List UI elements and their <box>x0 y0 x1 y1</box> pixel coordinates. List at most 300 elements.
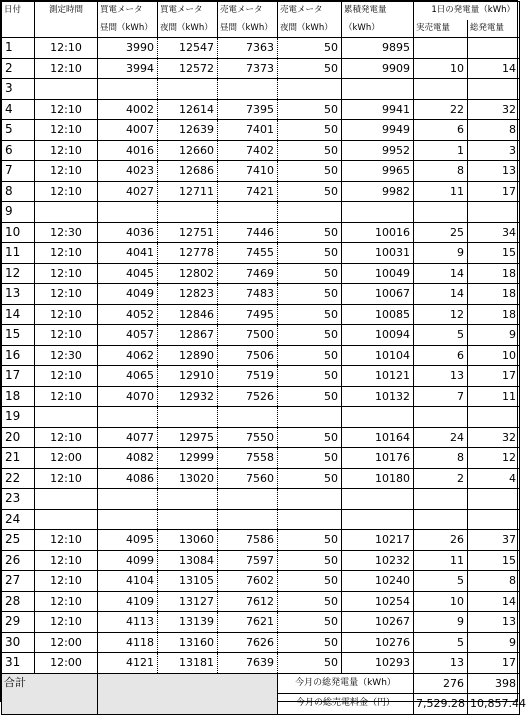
header-sell-day: 売電メータ <box>218 2 278 20</box>
cell-buy-day: 4109 <box>98 591 158 612</box>
cell-buy-night: 12614 <box>158 99 218 120</box>
cell-time: 12:10 <box>35 304 98 325</box>
cell-time: 12:10 <box>35 99 98 120</box>
cell-actual-sold: 11 <box>414 181 468 202</box>
cell-cumulative <box>342 202 414 223</box>
cell-buy-day: 4049 <box>98 284 158 305</box>
cell-total-generation: 17 <box>468 366 520 387</box>
cell-sell-day: 7395 <box>218 99 278 120</box>
cell-sell-night: 50 <box>278 161 342 182</box>
cell-buy-night: 12999 <box>158 448 218 469</box>
cell-sell-day <box>218 407 278 428</box>
cell-time: 12:10 <box>35 612 98 633</box>
table-row <box>2 366 520 387</box>
cell-time: 12:10 <box>35 325 98 346</box>
cell-buy-night: 12547 <box>158 38 218 59</box>
cell-buy-night: 12846 <box>158 304 218 325</box>
cell-buy-night <box>158 407 218 428</box>
cell-total-generation: 17 <box>468 653 520 674</box>
cell-sell-night: 50 <box>278 366 342 387</box>
cell-day: 11 <box>2 243 35 264</box>
cell-time: 12:10 <box>35 181 98 202</box>
cell-sell-day: 7602 <box>218 571 278 592</box>
cell-time: 12:30 <box>35 345 98 366</box>
cell-actual-sold: 9 <box>414 612 468 633</box>
cell-buy-night <box>158 202 218 223</box>
cell-time: 12:30 <box>35 222 98 243</box>
table-row <box>2 263 520 284</box>
cell-sell-day: 7495 <box>218 304 278 325</box>
cell-total-generation: 8 <box>468 120 520 141</box>
cell-total-generation: 9 <box>468 325 520 346</box>
cell-sell-night: 50 <box>278 571 342 592</box>
table-row <box>2 38 520 59</box>
cell-total-generation: 32 <box>468 427 520 448</box>
cell-time: 12:10 <box>35 591 98 612</box>
table-row <box>2 161 520 182</box>
header2-total-generation: 総発電量 <box>468 20 520 38</box>
cell-total-generation: 10 <box>468 345 520 366</box>
cell-sell-night: 50 <box>278 304 342 325</box>
cell-sell-day: 7410 <box>218 161 278 182</box>
cell-buy-night: 13127 <box>158 591 218 612</box>
table-row <box>2 58 520 79</box>
cell-cumulative: 9941 <box>342 99 414 120</box>
cell-buy-day: 4121 <box>98 653 158 674</box>
table-row <box>2 284 520 305</box>
header-buy-night: 買電メータ <box>158 2 218 20</box>
table-row <box>2 345 520 366</box>
cell-sell-night: 50 <box>278 120 342 141</box>
cell-buy-night: 13139 <box>158 612 218 633</box>
header-row-1 <box>2 2 520 20</box>
cell-day: 15 <box>2 325 35 346</box>
cell-actual-sold: 10 <box>414 591 468 612</box>
cell-day: 10 <box>2 222 35 243</box>
cell-buy-day: 4023 <box>98 161 158 182</box>
cell-day: 9 <box>2 202 35 223</box>
cell-time: 12:10 <box>35 366 98 387</box>
cell-total-generation: 12 <box>468 448 520 469</box>
cell-actual-sold: 8 <box>414 448 468 469</box>
cell-cumulative: 10293 <box>342 653 414 674</box>
cell-buy-night: 13084 <box>158 550 218 571</box>
table-row <box>2 243 520 264</box>
table-row <box>2 632 520 653</box>
cell-actual-sold: 25 <box>414 222 468 243</box>
cell-cumulative: 9965 <box>342 161 414 182</box>
cell-cumulative: 10267 <box>342 612 414 633</box>
cell-buy-night: 12639 <box>158 120 218 141</box>
header2-day <box>2 20 35 38</box>
cell-day: 14 <box>2 304 35 325</box>
header-buy-day: 買電メータ <box>98 2 158 20</box>
cell-actual-sold: 2 <box>414 468 468 489</box>
cell-time: 12:10 <box>35 140 98 161</box>
cell-actual-sold: 9 <box>414 243 468 264</box>
cell-day: 7 <box>2 161 35 182</box>
cell-day: 28 <box>2 591 35 612</box>
cell-actual-sold: 1 <box>414 140 468 161</box>
header-sell-night: 売電メータ <box>278 2 342 20</box>
cell-total-generation: 11 <box>468 386 520 407</box>
cell-day: 4 <box>2 99 35 120</box>
cell-sell-night: 50 <box>278 550 342 571</box>
totals-blank <box>98 673 278 714</box>
table-row <box>2 202 520 223</box>
cell-day: 17 <box>2 366 35 387</box>
cell-sell-day: 7612 <box>218 591 278 612</box>
cell-cumulative: 9982 <box>342 181 414 202</box>
cell-total-generation: 14 <box>468 591 520 612</box>
cell-buy-day: 4082 <box>98 448 158 469</box>
cell-sell-day: 7363 <box>218 38 278 59</box>
cell-sell-day: 7469 <box>218 263 278 284</box>
cell-total-generation: 18 <box>468 263 520 284</box>
totals-label: 合計 <box>2 673 98 714</box>
cell-sell-day: 7526 <box>218 386 278 407</box>
cell-time: 12:10 <box>35 38 98 59</box>
cell-actual-sold: 8 <box>414 161 468 182</box>
cell-buy-night: 13181 <box>158 653 218 674</box>
cell-day: 23 <box>2 489 35 510</box>
cell-sell-day <box>218 489 278 510</box>
power-meter-table <box>1 1 526 715</box>
cell-sell-day: 7446 <box>218 222 278 243</box>
cell-buy-night: 13020 <box>158 468 218 489</box>
cell-cumulative: 10176 <box>342 448 414 469</box>
cell-buy-night <box>158 489 218 510</box>
table-row <box>2 530 520 551</box>
cell-buy-night: 12975 <box>158 427 218 448</box>
cell-cumulative: 9895 <box>342 38 414 59</box>
cell-actual-sold: 13 <box>414 653 468 674</box>
cell-total-generation: 3 <box>468 140 520 161</box>
cell-day: 21 <box>2 448 35 469</box>
cell-actual-sold <box>414 38 468 59</box>
cell-time <box>35 489 98 510</box>
cell-buy-night: 12686 <box>158 161 218 182</box>
cell-cumulative: 10121 <box>342 366 414 387</box>
cell-buy-day: 4007 <box>98 120 158 141</box>
cell-sell-day <box>218 202 278 223</box>
table-row <box>2 79 520 100</box>
cell-sell-night: 50 <box>278 612 342 633</box>
cell-sell-night <box>278 407 342 428</box>
cell-actual-sold: 5 <box>414 632 468 653</box>
cell-cumulative: 10016 <box>342 222 414 243</box>
cell-total-generation <box>468 79 520 100</box>
table-row <box>2 448 520 469</box>
cell-time: 12:10 <box>35 284 98 305</box>
cell-actual-sold <box>414 202 468 223</box>
cell-actual-sold: 7 <box>414 386 468 407</box>
cell-sell-day: 7586 <box>218 530 278 551</box>
cell-day: 6 <box>2 140 35 161</box>
cell-time: 12:10 <box>35 571 98 592</box>
header2-sell-night-unit: 夜間（kWh） <box>278 20 342 38</box>
cell-total-generation: 13 <box>468 612 520 633</box>
cell-time: 12:10 <box>35 386 98 407</box>
cell-cumulative: 10254 <box>342 591 414 612</box>
cell-cumulative: 9909 <box>342 58 414 79</box>
cell-time: 12:10 <box>35 530 98 551</box>
cell-cumulative <box>342 489 414 510</box>
table-row <box>2 612 520 633</box>
cell-actual-sold: 5 <box>414 571 468 592</box>
cell-total-generation <box>468 38 520 59</box>
cell-time: 12:10 <box>35 468 98 489</box>
cell-sell-night: 50 <box>278 653 342 674</box>
cell-cumulative: 10232 <box>342 550 414 571</box>
cell-sell-night: 50 <box>278 325 342 346</box>
cell-buy-day: 4095 <box>98 530 158 551</box>
cell-sell-night: 50 <box>278 284 342 305</box>
cell-buy-day: 4062 <box>98 345 158 366</box>
cell-sell-day: 7402 <box>218 140 278 161</box>
table-row <box>2 571 520 592</box>
cell-time: 12:00 <box>35 448 98 469</box>
cell-day: 2 <box>2 58 35 79</box>
cell-day: 19 <box>2 407 35 428</box>
cell-actual-sold: 5 <box>414 325 468 346</box>
cell-sell-night: 50 <box>278 468 342 489</box>
cell-actual-sold: 22 <box>414 99 468 120</box>
cell-cumulative: 9949 <box>342 120 414 141</box>
table-row <box>2 653 520 674</box>
cell-total-generation: 14 <box>468 58 520 79</box>
table-row <box>2 99 520 120</box>
cell-sell-day: 7621 <box>218 612 278 633</box>
cell-sell-night: 50 <box>278 58 342 79</box>
cell-sell-night: 50 <box>278 38 342 59</box>
header2-sell-day-unit: 昼間（kWh） <box>218 20 278 38</box>
table-row <box>2 550 520 571</box>
cell-sell-night: 50 <box>278 181 342 202</box>
cell-buy-night: 13160 <box>158 632 218 653</box>
cell-actual-sold: 24 <box>414 427 468 448</box>
cell-day: 22 <box>2 468 35 489</box>
cell-total-generation: 15 <box>468 550 520 571</box>
cell-total-generation: 18 <box>468 304 520 325</box>
cell-buy-day <box>98 202 158 223</box>
cell-day: 29 <box>2 612 35 633</box>
cell-sell-day: 7373 <box>218 58 278 79</box>
cell-buy-night: 12711 <box>158 181 218 202</box>
total-fee-total: 10,857.44 <box>468 694 520 715</box>
cell-buy-day: 4002 <box>98 99 158 120</box>
cell-buy-night: 13060 <box>158 530 218 551</box>
cell-cumulative: 10164 <box>342 427 414 448</box>
cell-time: 12:10 <box>35 550 98 571</box>
cell-cumulative: 10240 <box>342 571 414 592</box>
cell-cumulative <box>342 509 414 530</box>
cell-sell-night: 50 <box>278 243 342 264</box>
cell-day: 25 <box>2 530 35 551</box>
cell-cumulative: 10104 <box>342 345 414 366</box>
cell-day: 31 <box>2 653 35 674</box>
cell-cumulative <box>342 407 414 428</box>
cell-sell-night <box>278 79 342 100</box>
cell-day: 20 <box>2 427 35 448</box>
cell-sell-day: 7626 <box>218 632 278 653</box>
cell-sell-night: 50 <box>278 345 342 366</box>
table-row <box>2 509 520 530</box>
cell-buy-day: 4118 <box>98 632 158 653</box>
cell-sell-night: 50 <box>278 591 342 612</box>
cell-sell-day: 7597 <box>218 550 278 571</box>
cell-day: 18 <box>2 386 35 407</box>
cell-total-generation: 17 <box>468 181 520 202</box>
cell-sell-day: 7421 <box>218 181 278 202</box>
table-row <box>2 325 520 346</box>
header2-buy-day-unit: 昼間（kWh） <box>98 20 158 38</box>
cell-total-generation: 18 <box>468 284 520 305</box>
cell-buy-night: 12932 <box>158 386 218 407</box>
cell-buy-night: 12890 <box>158 345 218 366</box>
cell-time <box>35 79 98 100</box>
cell-cumulative <box>342 79 414 100</box>
total-generation-sold: 276 <box>414 673 468 694</box>
table-row <box>2 407 520 428</box>
cell-time <box>35 509 98 530</box>
cell-actual-sold: 14 <box>414 284 468 305</box>
table-row <box>2 427 520 448</box>
cell-sell-night <box>278 509 342 530</box>
header-row-2 <box>2 20 520 38</box>
cell-buy-day: 4027 <box>98 181 158 202</box>
cell-sell-day: 7550 <box>218 427 278 448</box>
cell-cumulative: 10180 <box>342 468 414 489</box>
cell-actual-sold <box>414 79 468 100</box>
cell-actual-sold: 12 <box>414 304 468 325</box>
cell-total-generation <box>468 489 520 510</box>
cell-buy-night: 13105 <box>158 571 218 592</box>
cell-sell-night: 50 <box>278 448 342 469</box>
cell-time: 12:10 <box>35 427 98 448</box>
cell-actual-sold: 6 <box>414 345 468 366</box>
cell-buy-night: 12572 <box>158 58 218 79</box>
cell-buy-day: 4036 <box>98 222 158 243</box>
cell-sell-day: 7483 <box>218 284 278 305</box>
totals-generation-row <box>2 673 520 694</box>
cell-sell-night: 50 <box>278 530 342 551</box>
cell-sell-night: 50 <box>278 222 342 243</box>
cell-actual-sold: 6 <box>414 120 468 141</box>
cell-buy-day: 4057 <box>98 325 158 346</box>
header-time: 測定時間 <box>35 2 98 20</box>
cell-actual-sold: 13 <box>414 366 468 387</box>
cell-actual-sold: 26 <box>414 530 468 551</box>
cell-cumulative: 10085 <box>342 304 414 325</box>
cell-day: 30 <box>2 632 35 653</box>
cell-cumulative: 10094 <box>342 325 414 346</box>
cell-buy-day: 3990 <box>98 38 158 59</box>
cell-sell-night: 50 <box>278 263 342 284</box>
table-row <box>2 591 520 612</box>
cell-buy-day <box>98 509 158 530</box>
cell-sell-day: 7519 <box>218 366 278 387</box>
cell-cumulative: 10067 <box>342 284 414 305</box>
cell-day: 5 <box>2 120 35 141</box>
cell-day: 1 <box>2 38 35 59</box>
cell-sell-night <box>278 202 342 223</box>
cell-day: 13 <box>2 284 35 305</box>
cell-sell-day <box>218 509 278 530</box>
header2-buy-night-unit: 夜間（kWh） <box>158 20 218 38</box>
cell-buy-night: 12910 <box>158 366 218 387</box>
cell-total-generation: 9 <box>468 632 520 653</box>
cell-buy-day: 4041 <box>98 243 158 264</box>
total-generation-total: 398 <box>468 673 520 694</box>
cell-time <box>35 202 98 223</box>
cell-sell-night: 50 <box>278 427 342 448</box>
cell-buy-day <box>98 489 158 510</box>
cell-sell-day: 7455 <box>218 243 278 264</box>
cell-buy-day: 4077 <box>98 427 158 448</box>
cell-actual-sold <box>414 489 468 510</box>
cell-sell-day: 7558 <box>218 448 278 469</box>
cell-time <box>35 407 98 428</box>
cell-total-generation: 4 <box>468 468 520 489</box>
cell-buy-night: 12660 <box>158 140 218 161</box>
cell-sell-night: 50 <box>278 386 342 407</box>
table-row <box>2 181 520 202</box>
cell-sell-day: 7506 <box>218 345 278 366</box>
cell-day: 8 <box>2 181 35 202</box>
cell-day: 16 <box>2 345 35 366</box>
cell-buy-day: 4045 <box>98 263 158 284</box>
cell-buy-day: 4099 <box>98 550 158 571</box>
cell-sell-night: 50 <box>278 632 342 653</box>
cell-total-generation: 34 <box>468 222 520 243</box>
table-row <box>2 140 520 161</box>
cell-day: 3 <box>2 79 35 100</box>
cell-sell-day: 7560 <box>218 468 278 489</box>
cell-buy-night: 12823 <box>158 284 218 305</box>
cell-sell-night <box>278 489 342 510</box>
header2-time <box>35 20 98 38</box>
cell-actual-sold: 11 <box>414 550 468 571</box>
cell-actual-sold <box>414 509 468 530</box>
cell-buy-day: 4104 <box>98 571 158 592</box>
table-row <box>2 304 520 325</box>
table-row <box>2 120 520 141</box>
header-cumulative: 累積発電量 <box>342 2 414 20</box>
header-day: 日付 <box>2 2 35 20</box>
cell-sell-day: 7500 <box>218 325 278 346</box>
cell-total-generation: 37 <box>468 530 520 551</box>
table-row <box>2 386 520 407</box>
cell-buy-night: 12802 <box>158 263 218 284</box>
table-row <box>2 468 520 489</box>
cell-total-generation: 8 <box>468 571 520 592</box>
cell-time: 12:10 <box>35 243 98 264</box>
cell-cumulative: 10217 <box>342 530 414 551</box>
cell-time: 12:10 <box>35 58 98 79</box>
cell-buy-day: 4086 <box>98 468 158 489</box>
cell-day: 27 <box>2 571 35 592</box>
cell-buy-day <box>98 79 158 100</box>
cell-sell-night: 50 <box>278 99 342 120</box>
cell-time: 12:10 <box>35 120 98 141</box>
table-row <box>2 489 520 510</box>
header2-actual-sold: 実売電量 <box>414 20 468 38</box>
header2-cumulative-unit: （kWh） <box>342 20 414 38</box>
cell-total-generation: 32 <box>468 99 520 120</box>
cell-buy-day: 4052 <box>98 304 158 325</box>
cell-total-generation <box>468 202 520 223</box>
